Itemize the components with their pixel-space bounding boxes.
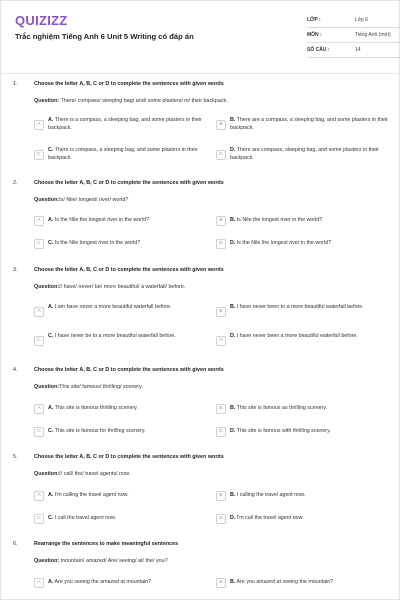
meta-value: Tiếng Anh (mới): [355, 32, 391, 38]
option-key: B.: [230, 304, 236, 310]
meta-row-subject: [307, 28, 400, 43]
option-letter-box[interactable]: B: [216, 404, 226, 414]
option-key: B.: [230, 579, 236, 585]
question-3: [13, 267, 391, 357]
option-text: [48, 515, 116, 523]
option-label: Are you amazed at seeing the mountain?: [236, 579, 334, 585]
option-text: [230, 515, 303, 523]
question-5: [13, 454, 391, 524]
option-key: C.: [48, 240, 54, 246]
option-key: D.: [230, 240, 236, 246]
option-label: There are compass, sleeping bag, and some plasters in their backpack.: [230, 147, 379, 161]
option-text: [48, 217, 149, 225]
option-text: [230, 579, 333, 587]
option-letter-box[interactable]: D: [216, 239, 226, 249]
option-key: D.: [230, 515, 236, 521]
prompt-label: Question:: [34, 98, 60, 104]
option-letter-box[interactable]: C: [34, 336, 44, 346]
question-instruction: Choose the letter A, B, C or D to complete the sentences with given words: [34, 267, 224, 273]
option-letter-box[interactable]: D: [216, 150, 226, 160]
question-instruction: Rearrange the sentences to make meaningful sentences: [34, 541, 179, 547]
option-key: D.: [230, 147, 236, 153]
quizizz-logo: QUIZIZZ: [15, 13, 68, 28]
option-label: Is the Nile the longest river in the world?: [236, 240, 332, 246]
option-text: [48, 147, 213, 162]
question-4: [13, 367, 391, 437]
option-letter-box[interactable]: C: [34, 427, 44, 437]
option-label: I have never been a more beautiful waterfall before.: [236, 333, 358, 339]
option-text: [230, 405, 327, 413]
question-number: 4.: [13, 367, 18, 373]
option-key: D.: [230, 333, 236, 339]
option-text: [48, 492, 129, 500]
option-label: Is Nile the longest river in the world?: [236, 217, 323, 223]
question-2: [13, 180, 391, 250]
question-number: 3.: [13, 267, 18, 273]
option-label: Is the Nile the longest river in the world?: [54, 217, 150, 223]
header-divider: [1, 73, 400, 74]
meta-table: [307, 13, 400, 58]
question-prompt: [34, 284, 185, 290]
prompt-label: Question:: [34, 284, 60, 290]
prompt-text: I/ call/ the/ travel agents/ now.: [59, 471, 131, 477]
option-text: [230, 240, 331, 248]
option-letter-box[interactable]: A: [34, 578, 44, 588]
prompt-text: This site/ famous/ thrilling/ scenery.: [59, 384, 143, 390]
option-letter-box[interactable]: D: [216, 336, 226, 346]
option-letter-box[interactable]: B: [216, 491, 226, 501]
option-text: [230, 147, 391, 162]
option-label: Are you seeing the amazed at mountain?: [54, 579, 152, 585]
option-key: B.: [230, 492, 236, 498]
option-text: [230, 217, 322, 225]
option-text: [48, 428, 146, 436]
meta-key: LỚP :: [307, 17, 321, 23]
option-key: A.: [48, 579, 54, 585]
question-prompt: [34, 471, 130, 477]
option-letter-box[interactable]: C: [34, 150, 44, 160]
option-letter-box[interactable]: A: [34, 404, 44, 414]
question-1: [13, 81, 391, 171]
prompt-text: There/ compass/ sleeping bag/ and/ some plasters/ in/ their backpack.: [59, 98, 228, 104]
option-key: A.: [48, 405, 54, 411]
meta-row-count: [307, 43, 400, 58]
option-label: I call the travel agent now.: [54, 515, 117, 521]
option-letter-box[interactable]: D: [216, 514, 226, 524]
option-key: B.: [230, 217, 236, 223]
option-text: [48, 579, 151, 587]
option-label: I'm calling the travel agent now.: [54, 492, 129, 498]
meta-key: MÔN :: [307, 32, 322, 38]
option-label: There are a compass, a sleeping bag, and some plasters in their backpack.: [230, 117, 388, 131]
option-label: This site is famous for thrilling scenery.: [54, 428, 146, 434]
option-text: [230, 117, 391, 132]
option-key: B.: [230, 405, 236, 411]
option-label: Is the Nile longest river in the world?: [54, 240, 141, 246]
meta-row-class: [307, 13, 400, 28]
option-text: [48, 405, 138, 413]
option-key: A.: [48, 117, 54, 123]
option-text: [230, 333, 391, 341]
option-letter-box[interactable]: A: [34, 216, 44, 226]
option-label: There is compass, a sleeping bag, and some plasters in their backpack.: [48, 147, 198, 161]
option-text: [48, 333, 208, 341]
question-instruction: Choose the letter A, B, C or D to complete the sentences with given words: [34, 180, 224, 186]
option-letter-box[interactable]: B: [216, 578, 226, 588]
question-number: 1.: [13, 81, 18, 87]
question-prompt: [34, 98, 228, 104]
option-letter-box[interactable]: A: [34, 307, 44, 317]
option-label: I have never been to a more beautiful waterfall before.: [236, 304, 364, 310]
prompt-label: Question:: [34, 471, 60, 477]
question-instruction: Choose the letter A, B, C or D to complete the sentences with given words: [34, 81, 224, 87]
option-letter-box[interactable]: B: [216, 216, 226, 226]
option-letter-box[interactable]: A: [34, 120, 44, 130]
prompt-label: Question:: [34, 558, 60, 564]
option-text: [230, 428, 331, 436]
option-key: C.: [48, 515, 54, 521]
option-label: I'm call the travel agent now.: [236, 515, 304, 521]
question-prompt: [34, 558, 168, 564]
option-text: [48, 240, 140, 248]
question-instruction: Choose the letter A, B, C or D to complete the sentences with given words: [34, 454, 224, 460]
question-number: 6.: [13, 541, 18, 547]
option-label: This site is famous as thrilling scenery.: [236, 405, 327, 411]
option-text: [230, 492, 305, 500]
option-text: [48, 304, 208, 312]
option-label: I calling the travel agent now.: [236, 492, 306, 498]
meta-value: Lớp 6: [355, 17, 369, 23]
option-letter-box[interactable]: C: [34, 239, 44, 249]
meta-key: SỐ CÂU :: [307, 47, 330, 53]
option-letter-box[interactable]: B: [216, 120, 226, 130]
worksheet-title: Trắc nghiệm Tiếng Anh 6 Unit 5 Writing có đáp án: [15, 32, 194, 41]
prompt-label: Question:: [34, 197, 60, 203]
option-letter-box[interactable]: D: [216, 427, 226, 437]
option-key: A.: [48, 217, 54, 223]
option-key: C.: [48, 147, 54, 153]
option-text: [48, 117, 213, 132]
option-letter-box[interactable]: C: [34, 514, 44, 524]
option-key: C.: [48, 428, 54, 434]
prompt-text: mountain/ amazed/ Are/ seeing/ at/ the/ you?: [59, 558, 168, 564]
question-prompt: [34, 384, 143, 390]
option-key: D.: [230, 428, 236, 434]
option-label: This site is famous with thrilling scenery.: [236, 428, 331, 434]
option-key: C.: [48, 333, 54, 339]
question-prompt: [34, 197, 128, 203]
prompt-text: I/ have/ never/ be/ more beautiful/ a waterfall/ before.: [59, 284, 186, 290]
option-key: A.: [48, 304, 54, 310]
option-label: I have never be to a more beautiful waterfall before.: [54, 333, 176, 339]
question-number: 5.: [13, 454, 18, 460]
option-label: This site is famous thrilling scenery.: [54, 405, 138, 411]
option-text: [230, 304, 391, 312]
option-key: B.: [230, 117, 236, 123]
question-number: 2.: [13, 180, 18, 186]
option-key: A.: [48, 492, 54, 498]
question-instruction: Choose the letter A, B, C or D to complete the sentences with given words: [34, 367, 224, 373]
option-letter-box[interactable]: A: [34, 491, 44, 501]
meta-value: 14: [355, 47, 361, 53]
option-label: There is a compass, a sleeping bag, and some plasters in their backpack.: [48, 117, 202, 131]
option-letter-box[interactable]: B: [216, 307, 226, 317]
option-label: I am have never a more beautiful waterfall before.: [54, 304, 172, 310]
prompt-label: Question:: [34, 384, 60, 390]
prompt-text: Is/ Nile/ longest/ river/ world?: [59, 197, 129, 203]
question-6: [13, 541, 391, 596]
worksheet-header: [15, 13, 391, 65]
